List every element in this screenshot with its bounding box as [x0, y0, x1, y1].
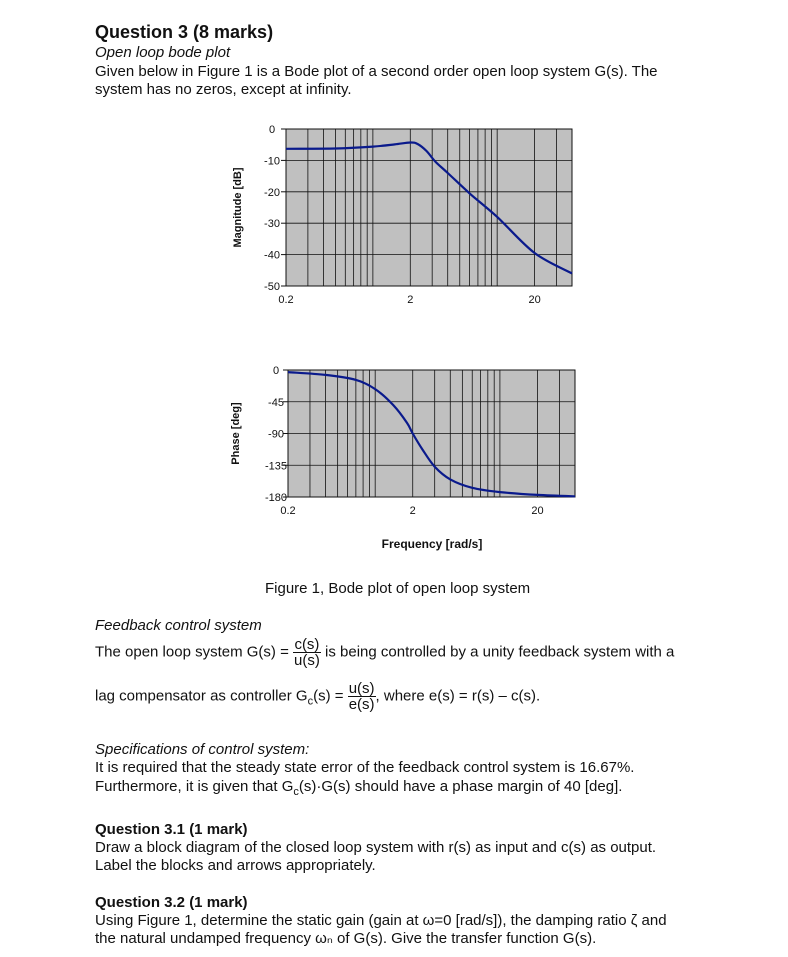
feedback-line-1-suffix: is being controlled by a unity feedback system with a: [325, 643, 675, 661]
y-axis-label: Magnitude [dB]: [232, 167, 244, 248]
fraction-c-over-u: [293, 637, 321, 668]
y-tick-label: -10: [264, 155, 280, 168]
x-tick-label: 20: [531, 505, 544, 517]
x-tick-label: 0.2: [278, 294, 294, 306]
y-tick-label: -20: [264, 186, 280, 199]
fraction-u-over-e: [348, 681, 376, 712]
y-tick-label: -135: [264, 460, 288, 473]
compensator-subscript: c: [307, 695, 314, 708]
y-tick-label: -45: [268, 396, 284, 409]
x-tick-label: 2: [409, 505, 416, 517]
question-3-2-line-2: the natural undamped frequency ωₙ of G(s). Give the transfer function G(s).: [95, 930, 597, 947]
y-tick-label: -40: [264, 249, 280, 262]
feedback-line-1-prefix: The open loop system G(s) =: [95, 643, 289, 661]
y-axis-label: Phase [deg]: [230, 402, 242, 465]
fraction-c-numerator: c(s): [294, 636, 320, 653]
feedback-heading: Feedback control system: [95, 617, 262, 634]
intro-line-1: Given below in Figure 1 is a Bode plot of a second order open loop system G(s). The: [95, 63, 658, 80]
feedback-line-2-prefix: lag compensator as controller G: [95, 687, 308, 705]
specs-line-2-prefix: Furthermore, it is given that G: [95, 778, 294, 795]
x-tick-label: 2: [407, 294, 414, 306]
feedback-line-2: [95, 681, 540, 712]
feedback-line-2-mid: (s) =: [313, 687, 344, 705]
feedback-line-2-suffix: , where e(s) = r(s) – c(s).: [375, 687, 541, 705]
y-tick-label: 0: [272, 365, 280, 377]
question-3-1-line-2: Label the blocks and arrows appropriately.: [95, 857, 376, 874]
figure-caption: Figure 1, Bode plot of open loop system: [265, 580, 531, 597]
intro-line-2: system has no zeros, except at infinity.: [95, 81, 352, 98]
y-tick-label: -180: [264, 492, 288, 504]
feedback-line-1: [95, 637, 674, 668]
y-tick-label: -30: [264, 218, 280, 231]
x-tick-label: 20: [528, 294, 541, 306]
question-3-2-line-1: Using Figure 1, determine the static gain (gain at ω=0 [rad/s]), the damping ratio ζ and: [95, 912, 667, 929]
magnitude-chart: [232, 124, 572, 306]
question-3-subtitle: Open loop bode plot: [95, 44, 231, 61]
x-tick-label: 0.2: [280, 505, 296, 517]
specs-compensator-subscript: c: [293, 786, 299, 798]
y-tick-label: 0: [268, 124, 276, 136]
specs-heading: Specifications of control system:: [95, 741, 310, 758]
specs-line-2-suffix: (s)·G(s) should have a phase margin of 40 [deg].: [298, 778, 623, 795]
frequency-axis-label: Frequency [rad/s]: [381, 537, 483, 551]
fraction-e-denominator: e(s): [348, 696, 375, 713]
fraction-u-denominator: u(s): [294, 652, 320, 669]
y-tick-label: -50: [264, 281, 280, 293]
question-3-1-title: Question 3.1 (1 mark): [95, 821, 248, 838]
question-3-title: Question 3 (8 marks): [95, 22, 274, 42]
question-3-1-line-1: Draw a block diagram of the closed loop system with r(s) as input and c(s) as output.: [95, 839, 657, 856]
y-tick-label: -90: [268, 428, 284, 441]
question-3-2-title: Question 3.2 (1 mark): [95, 894, 248, 911]
phase-chart: [230, 365, 575, 517]
specs-line-1: It is required that the steady state error of the feedback control system is 16.67%.: [95, 759, 635, 776]
specs-line-2: [95, 778, 622, 801]
fraction-u-numerator: u(s): [348, 680, 375, 697]
